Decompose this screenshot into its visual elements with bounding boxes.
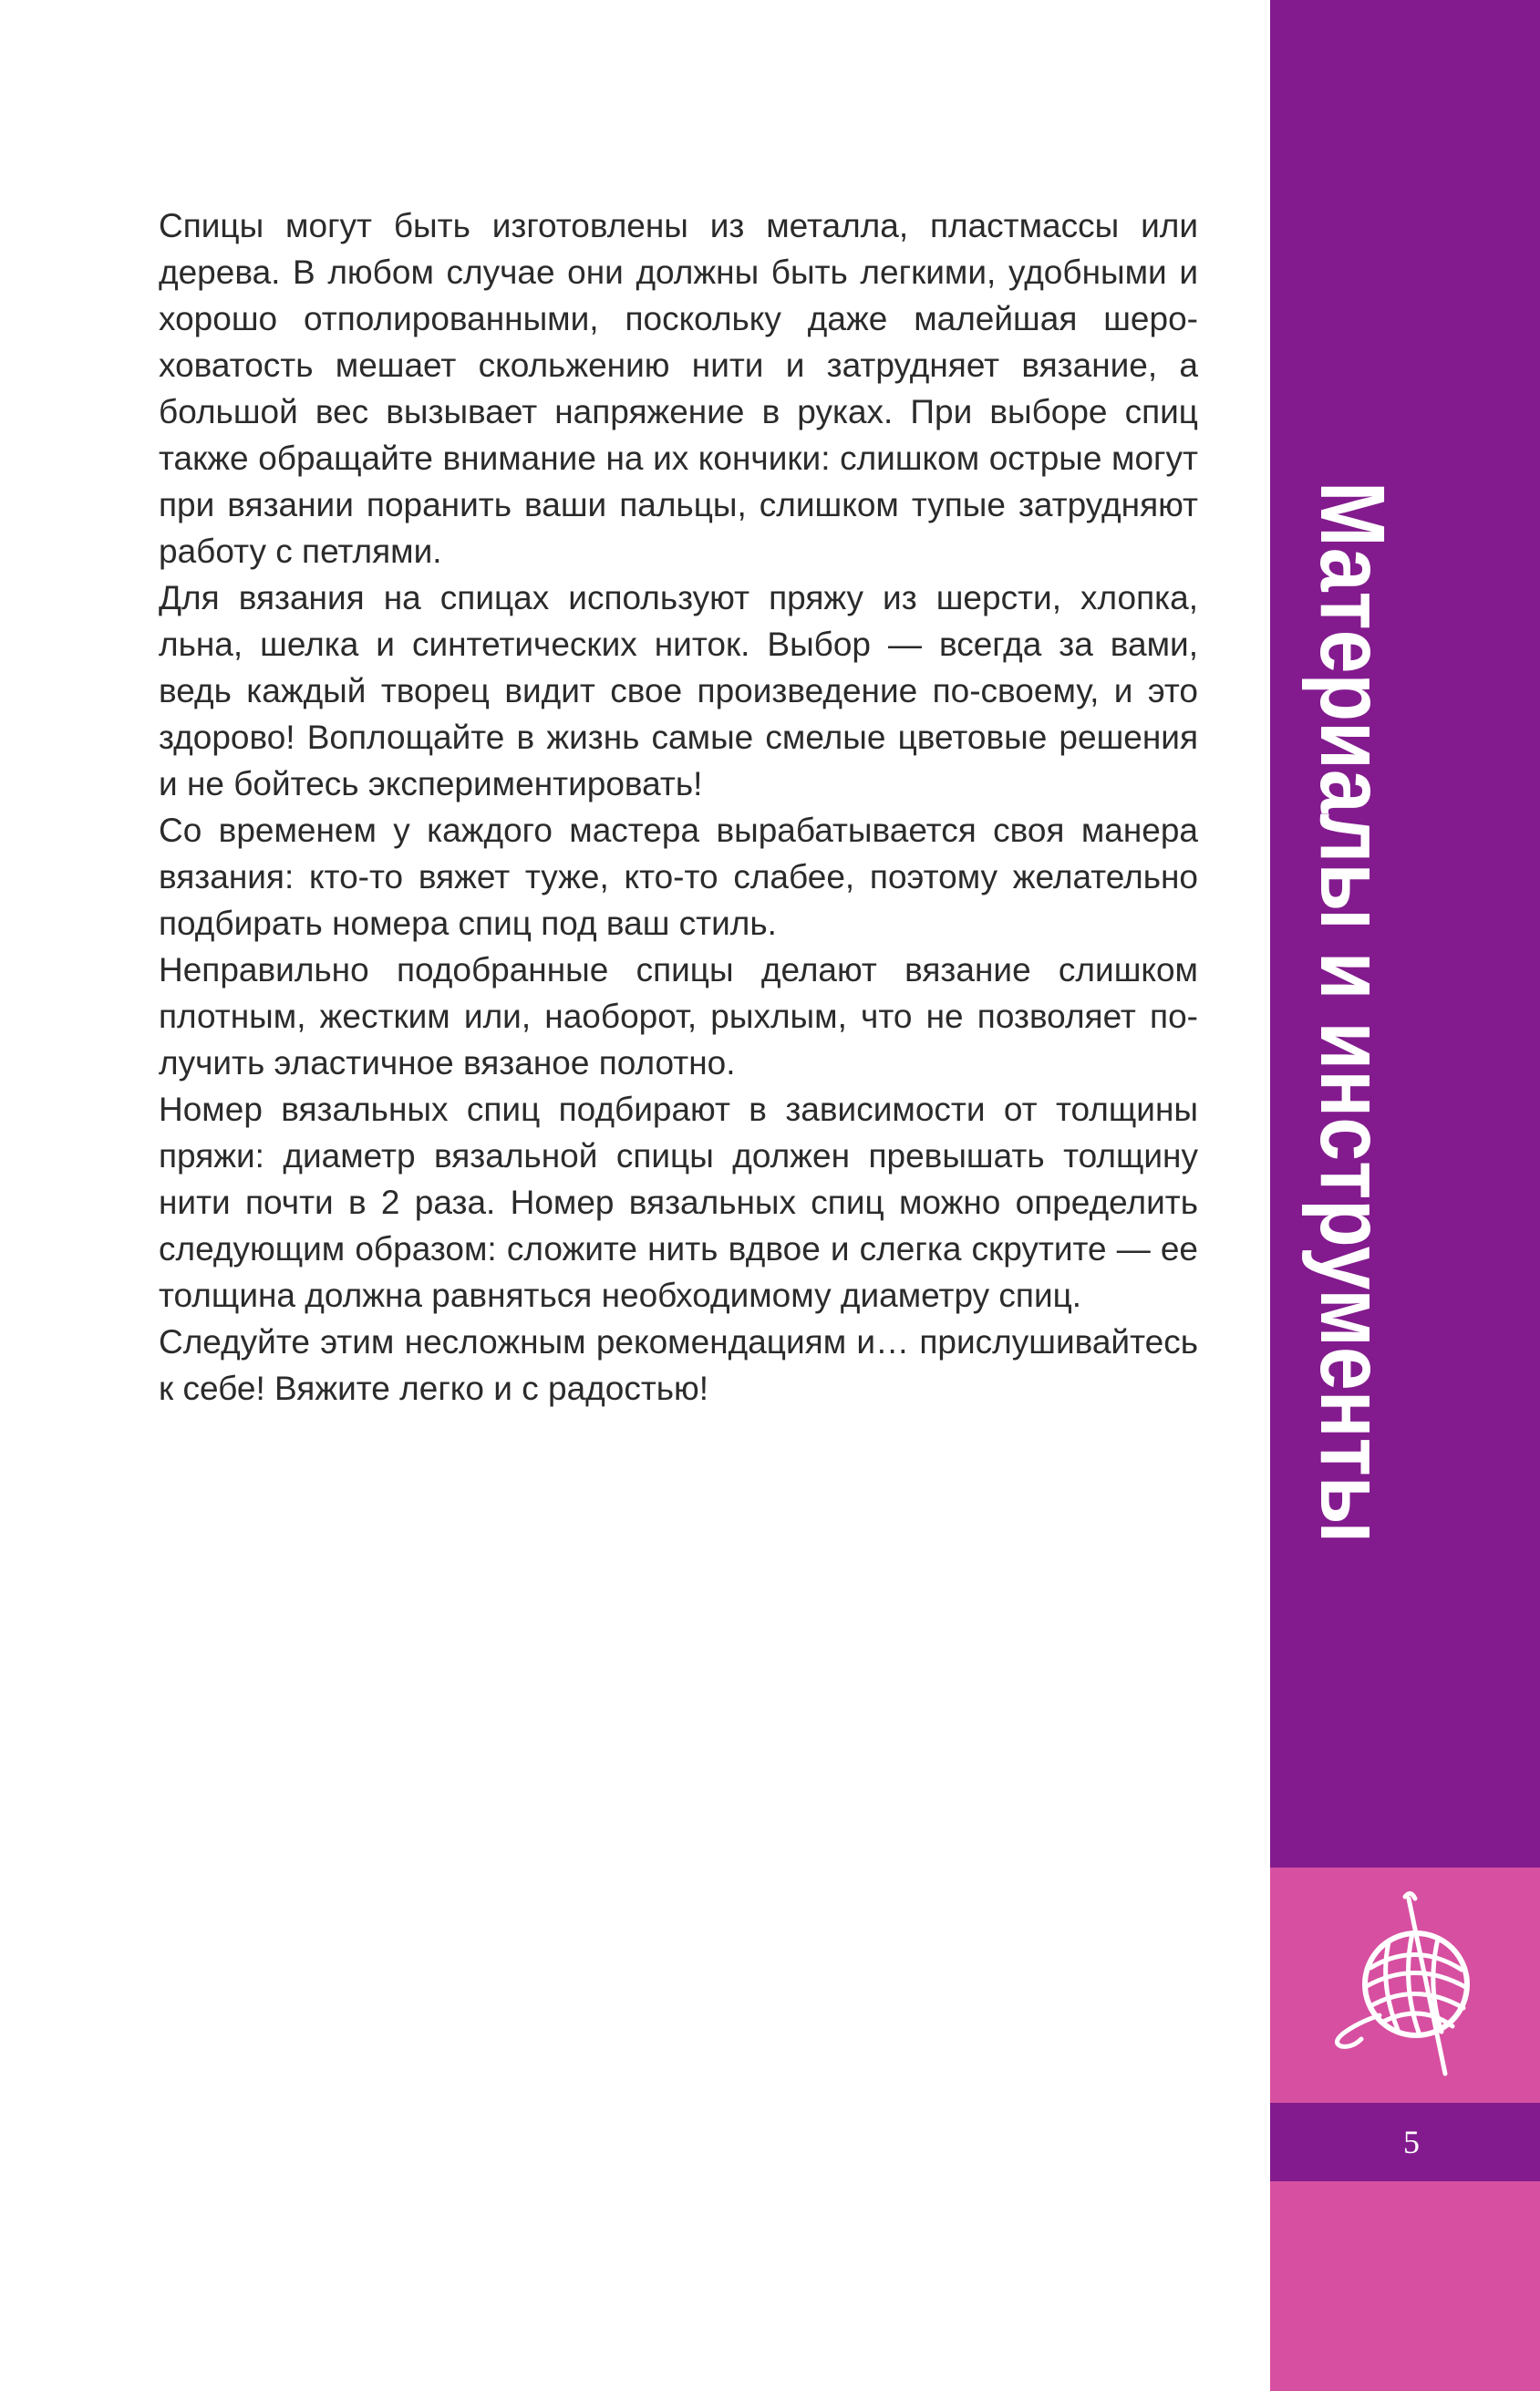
paragraph-wrong-needles: Неправильно подобранные спицы делают вязание слишком плотным, жестким или, наоборот, рыхлым, что не позволяет получить эластичное вязаное полотно.: [159, 951, 1198, 1082]
paragraph-yarn-choice: Для вязания на спицах используют пряжу из шерсти, хлопка, льна, шелка и синтетических ниток. Выбор — всегда за вами, ведь каждый творец видит свое произведение по-своему, и это здорово! Воплощайте в жизнь самые смелые цветовые решения и не бойтесь экспериментировать!: [159, 579, 1198, 802]
chapter-title: Материалы и инструменты: [1301, 481, 1403, 1544]
chapter-sidebar: [1270, 0, 1540, 2391]
paragraph-needle-number: Номер вязальных спиц подбирают в зависимости от толщины пряжи: диаметр вязальной спицы должен превышать толщину нити почти в 2 раза. Номер вязальных спиц можно определить следующим образом: сложите нить вдвое и слегка скрутите — ее толщина должна равняться необходимому диаметру спиц.: [159, 1091, 1198, 1314]
yarn-ball-crochet-hook-icon: [1325, 1886, 1489, 2086]
paragraph-closing: Следуйте этим несложным рекомендациям и… прислушивайтесь к себе! Вяжите легко и с радостью!: [159, 1323, 1198, 1407]
sidebar-icon-band: [1270, 1868, 1540, 2103]
sidebar-title-band: [1270, 0, 1540, 1868]
sidebar-bottom-band: [1270, 2181, 1540, 2391]
page-number: 5: [1403, 2124, 1420, 2160]
paragraph-needle-materials: Спицы могут быть изготовлены из металла, пластмассы или дерева. В любом случае они должны быть легкими, удобными и хорошо отполированными, поскольку даже малейшая шероховатость мешает скольжению нити и затрудняет вязание, а большой вес вызывает напряжение в руках. При выборе спиц также обращайте внимание на их кончики: слишком острые могут при вязании поранить ваши пальцы, слишком тупые затрудняют работу с петлями.: [159, 207, 1198, 570]
paragraph-knitting-manner: Со временем у каждого мастера вырабатывается своя манера вязания: кто-то вяжет туже, кто-то слабее, поэтому желательно подбирать номера спиц под ваш стиль.: [159, 812, 1198, 942]
body-text: [159, 202, 1198, 1412]
page-number-bar: [1270, 2103, 1540, 2181]
